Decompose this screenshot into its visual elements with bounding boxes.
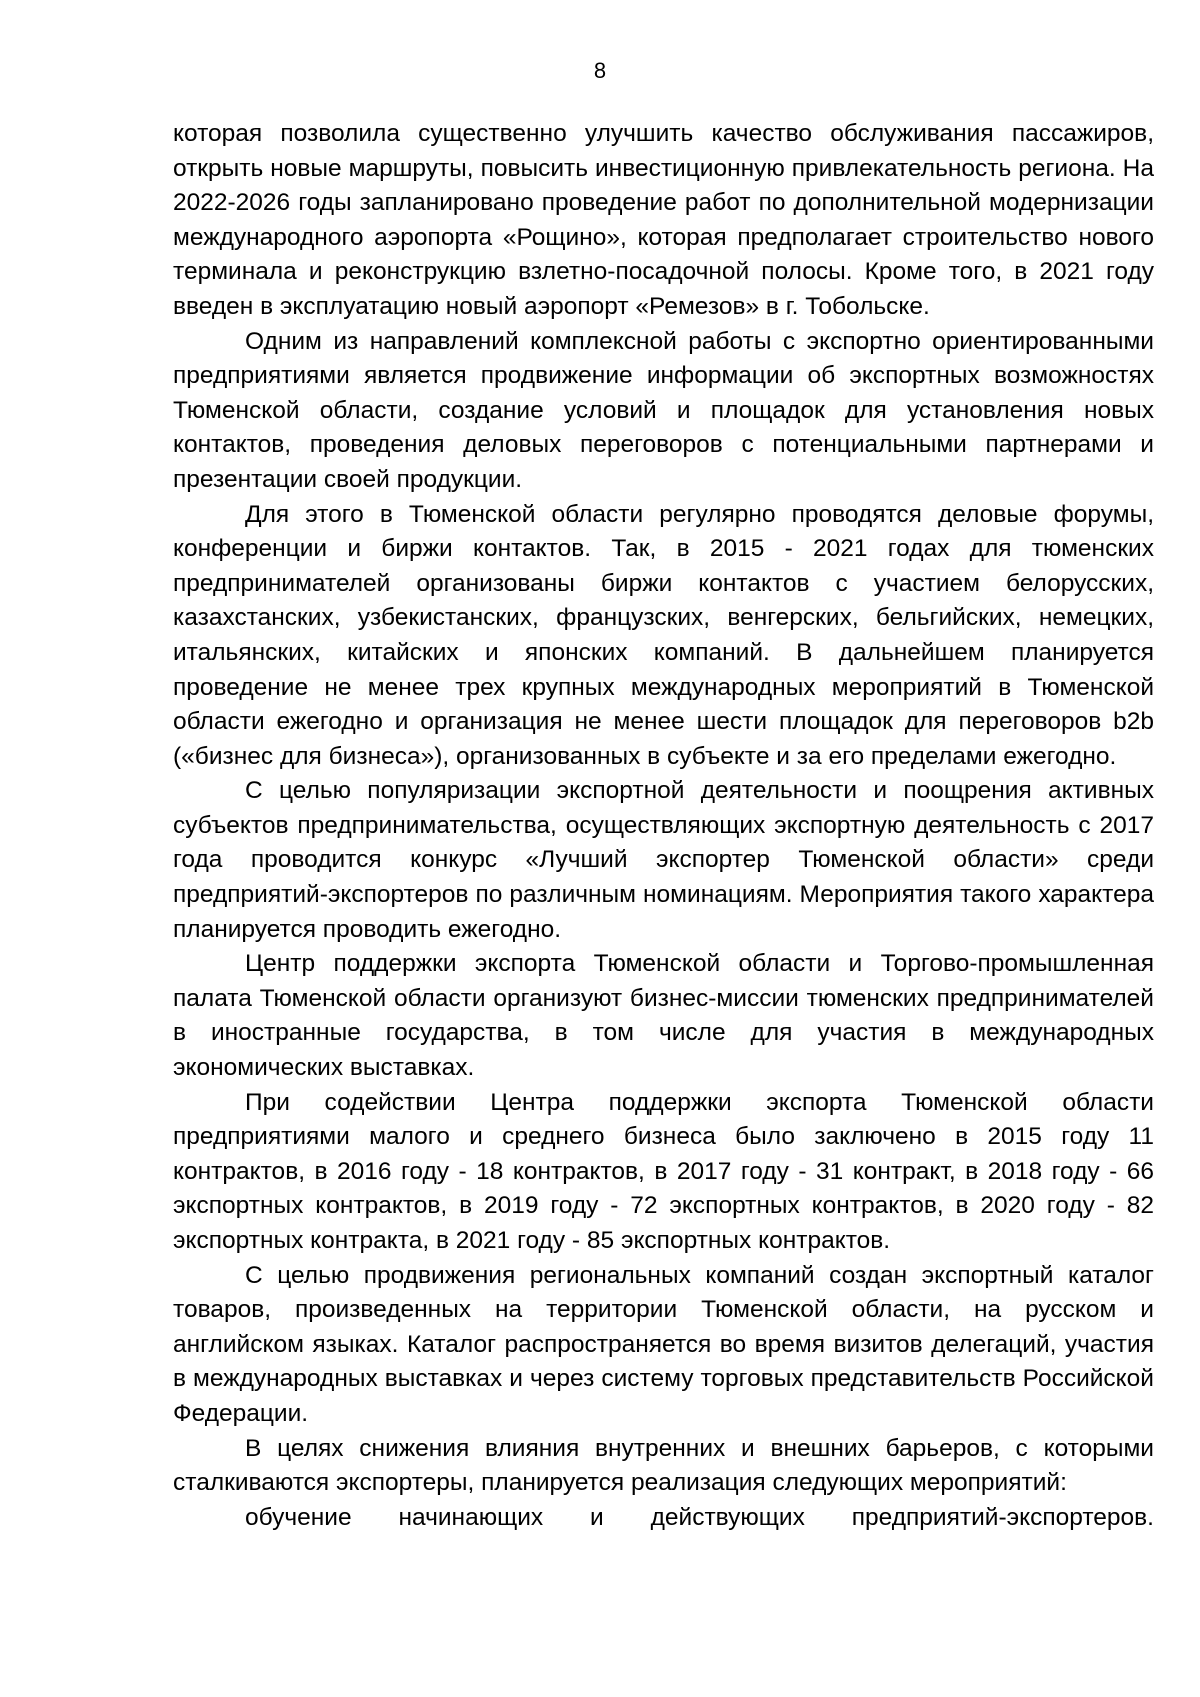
paragraph-business-missions: Центр поддержки экспорта Тюменской области и Торгово-промышленная палата Тюменской области организуют бизнес-миссии тюменских предпринимателей в иностранные государства, в том числе для участия в международных экономических выставках.	[173, 950, 1154, 1082]
paragraph-business-forums: Для этого в Тюменской области регулярно проводятся деловые форумы, конференции и биржи контактов. Так, в 2015 - 2021 годах для тюменских предпринимателей организованы биржи контактов с участием белорусских, казахстанских, узбекистанских, французских, венгерских, бельгийских, немецких, итальянских, китайских и японских компаний. В дальнейшем планируется проведение не менее трех крупных международных мероприятий в Тюменской области ежегодно и организация не менее шести площадок для переговоров b2b («бизнес для бизнеса»), организованных в субъекте и за его пределами ежегодно.	[173, 500, 1154, 770]
page-number: 8	[593, 58, 607, 83]
paragraph-export-promotion: Одним из направлений комплексной работы с экспортно ориентированными предприятиями является продвижение информации об экспортных возможностях Тюменской области, создание условий и площадок для установления новых контактов, проведения деловых переговоров с потенциальными партнерами и презентации своей продукции.	[173, 327, 1154, 493]
paragraph-export-catalog: С целью продвижения региональных компаний создан экспортный каталог товаров, произведенных на территории Тюменской области, на русском и английском языках. Каталог распространяется во время визитов делегаций, участия в международных выставках и через систему торговых представительств Российской Федерации.	[173, 1261, 1154, 1427]
body-text	[173, 117, 1154, 1535]
paragraph-export-contracts: При содействии Центра поддержки экспорта Тюменской области предприятиями малого и среднего бизнеса было заключено в 2015 году 11 контрактов, в 2016 году - 18 контрактов, в 2017 году - 31 контракт, в 2018 году - 66 экспортных контрактов, в 2019 году - 72 экспортных контрактов, в 2020 году - 82 экспортных контракта, в 2021 году - 85 экспортных контрактов.	[173, 1088, 1154, 1254]
paragraph-airport-continuation: которая позволила существенно улучшить качество обслуживания пассажиров, открыть новые маршруты, повысить инвестиционную привлекательность региона. На 2022-2026 годы запланировано проведение работ по дополнительной модернизации международного аэропорта «Рощино», которая предполагает строительство нового терминала и реконструкцию взлетно-посадочной полосы. Кроме того, в 2021 году введен в эксплуатацию новый аэропорт «Ремезов» в г. Тобольске.	[173, 120, 1154, 320]
paragraph-training: обучение начинающих и действующих предприятий-экспортеров.	[245, 1503, 1154, 1531]
paragraph-barriers: В целях снижения влияния внутренних и внешних барьеров, с которыми сталкиваются экспортеры, планируется реализация следующих мероприятий:	[173, 1434, 1154, 1497]
paragraph-exporter-contest: С целью популяризации экспортной деятельности и поощрения активных субъектов предпринимательства, осуществляющих экспортную деятельность с 2017 года проводится конкурс «Лучший экспортер Тюменской области» среди предприятий-экспортеров по различным номинациям. Мероприятия такого характера планируется проводить ежегодно.	[173, 777, 1154, 943]
